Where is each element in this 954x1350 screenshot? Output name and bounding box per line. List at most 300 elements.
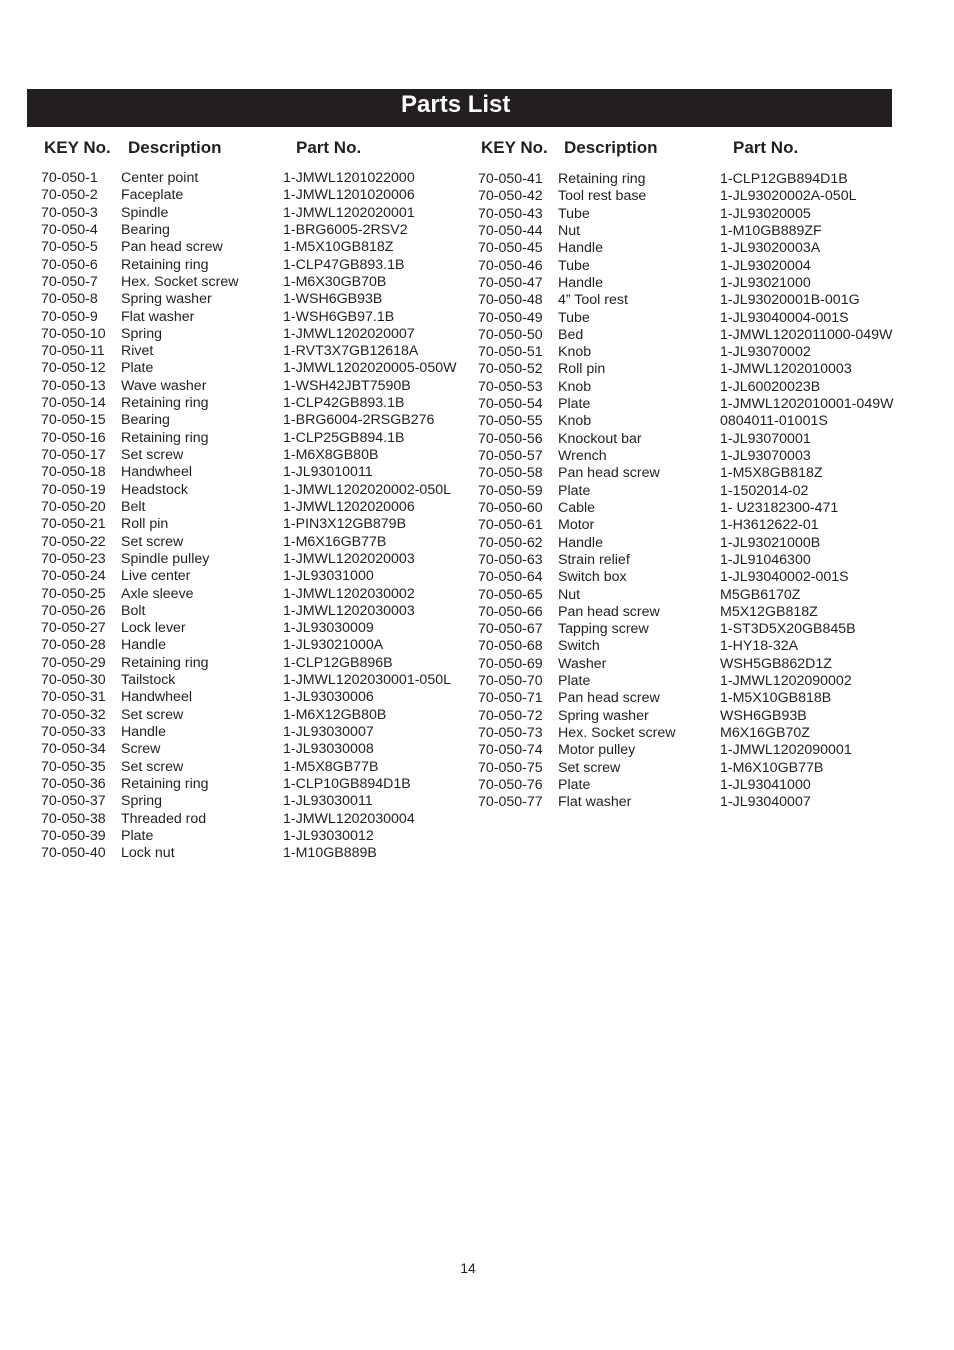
- part-description: Handle: [558, 240, 603, 257]
- part-description: Bearing: [121, 412, 170, 429]
- part-description: Screw: [121, 741, 161, 758]
- key-number: 70-050-27: [41, 620, 106, 637]
- header-part-right: Part No.: [733, 138, 799, 157]
- table-row: [41, 430, 481, 447]
- key-number: 70-050-25: [41, 585, 106, 602]
- part-number: 1-BRG6005-2RSV2: [283, 221, 408, 238]
- table-row: [41, 482, 481, 499]
- part-number: M6X16GB70Z: [720, 725, 810, 741]
- table-row: [478, 327, 918, 344]
- part-description: Washer: [558, 655, 607, 672]
- header-key-left: KEY No.: [44, 138, 111, 157]
- table-row: [41, 811, 481, 828]
- key-number: 70-050-19: [41, 481, 106, 498]
- key-number: 70-050-10: [41, 325, 106, 342]
- part-number: 1-JMWL1202020006: [283, 498, 415, 515]
- table-row: [478, 656, 918, 673]
- table-row: [41, 776, 481, 793]
- table-row: [478, 310, 918, 327]
- part-description: Pan head screw: [558, 465, 660, 482]
- part-description: Knob: [558, 378, 592, 395]
- key-number: 70-050-55: [478, 413, 543, 430]
- part-number: 1-JL93021000A: [283, 637, 384, 654]
- part-number: 1-ST3D5X20GB845B: [720, 621, 856, 638]
- key-number: 70-050-14: [41, 395, 106, 412]
- table-row: [41, 274, 481, 291]
- part-description: Handle: [558, 534, 603, 551]
- key-number: 70-050-22: [41, 533, 106, 550]
- part-number: 1-WSH6GB93B: [283, 291, 383, 308]
- key-number: 70-050-36: [41, 775, 106, 792]
- part-description: Tool rest base: [558, 188, 647, 205]
- part-number: 1-JL93030008: [283, 741, 374, 758]
- part-number: 1-1502014-02: [720, 482, 809, 499]
- part-description: Tube: [558, 205, 590, 222]
- table-row: [41, 291, 481, 308]
- key-number: 70-050-32: [41, 706, 106, 723]
- part-description: Strain relief: [558, 551, 630, 568]
- part-number: 1-CLP10GB894D1B: [283, 775, 411, 792]
- key-number: 70-050-21: [41, 516, 106, 533]
- part-number: 1-JMWL1202020001: [283, 204, 415, 221]
- part-number: 1-JMWL1202011000-049W: [720, 326, 893, 343]
- key-number: 70-050-49: [478, 309, 543, 326]
- key-number: 70-050-23: [41, 550, 106, 567]
- part-number: 1-JL93030006: [283, 689, 374, 706]
- part-description: Set screw: [121, 758, 184, 775]
- part-number: 1-JL93040004-001S: [720, 309, 849, 326]
- part-description: Lock nut: [121, 845, 175, 862]
- table-row: [478, 396, 918, 413]
- part-description: Knockout bar: [558, 430, 642, 447]
- table-row: [478, 413, 918, 430]
- part-description: Retaining ring: [121, 654, 209, 671]
- part-description: Spindle pulley: [121, 550, 210, 567]
- table-row: [41, 793, 481, 810]
- part-description: Hex. Socket screw: [121, 273, 239, 290]
- part-number: 1-M5X10GB818Z: [283, 239, 394, 256]
- table-row: [478, 690, 918, 707]
- part-number: 1-CLP12GB894D1B: [720, 171, 848, 187]
- table-row: [478, 188, 918, 205]
- key-number: 70-050-8: [41, 291, 98, 308]
- part-description: Spring: [121, 325, 163, 342]
- part-description: Pan head screw: [121, 239, 223, 256]
- table-row: [478, 708, 918, 725]
- table-row: [41, 499, 481, 516]
- part-number: 1-JMWL1202010001-049W: [720, 396, 894, 413]
- part-description: Set screw: [121, 706, 184, 723]
- key-number: 70-050-33: [41, 724, 106, 740]
- key-number: 70-050-54: [478, 396, 543, 413]
- part-number: 1-JL93010011: [283, 464, 373, 481]
- part-description: Spindle: [121, 204, 169, 221]
- part-number: 1-M10GB889ZF: [720, 222, 822, 239]
- part-description: Motor pulley: [558, 742, 636, 759]
- part-number: 1-JMWL1202030003: [283, 602, 415, 619]
- part-description: Faceplate: [121, 187, 184, 204]
- key-number: 70-050-69: [478, 655, 543, 672]
- part-number: 1-JL93040007: [720, 794, 811, 811]
- part-description: Spring washer: [121, 291, 212, 308]
- key-number: 70-050-37: [41, 793, 106, 810]
- key-number: 70-050-3: [41, 204, 98, 221]
- part-number: M5GB6170Z: [720, 586, 801, 603]
- key-number: 70-050-41: [478, 171, 543, 187]
- part-description: Tube: [558, 309, 590, 326]
- part-number: 1-JMWL1202030001-050L: [283, 672, 451, 689]
- key-number: 70-050-30: [41, 672, 106, 689]
- parts-list-right: [478, 171, 918, 812]
- header-key-right: KEY No.: [481, 138, 548, 157]
- part-description: Knob: [558, 344, 592, 361]
- table-row: [41, 447, 481, 464]
- key-number: 70-050-75: [478, 759, 543, 776]
- table-row: [41, 741, 481, 758]
- key-number: 70-050-13: [41, 377, 106, 394]
- part-number: 1-CLP42GB893.1B: [283, 395, 405, 412]
- part-number: 1-M6X30GB70B: [283, 273, 387, 290]
- part-description: 4” Tool rest: [558, 292, 628, 309]
- part-description: Retaining ring: [121, 775, 209, 792]
- key-number: 70-050-52: [478, 361, 543, 378]
- key-number: 70-050-43: [478, 205, 543, 222]
- table-row: [41, 672, 481, 689]
- part-description: Rivet: [121, 343, 154, 360]
- part-number: M5X12GB818Z: [720, 603, 818, 620]
- part-number: 1-JL93031000: [283, 568, 374, 585]
- part-description: Set screw: [121, 447, 184, 463]
- part-number: 1-JL93070002: [720, 344, 811, 361]
- key-number: 70-050-24: [41, 568, 106, 585]
- table-row: [478, 361, 918, 378]
- table-row: [478, 223, 918, 240]
- header-description-right: Description: [564, 138, 658, 157]
- part-number: 1-CLP12GB896B: [283, 654, 393, 671]
- table-row: [41, 326, 481, 343]
- part-description: Belt: [121, 498, 146, 515]
- key-number: 70-050-28: [41, 637, 106, 654]
- key-number: 70-050-50: [478, 326, 543, 343]
- part-number: 1-JMWL1202020007: [283, 325, 415, 342]
- part-description: Tube: [558, 257, 590, 274]
- part-number: 1-JL93020005: [720, 205, 811, 222]
- part-number: 1-M6X10GB77B: [720, 759, 824, 776]
- part-description: Bed: [558, 326, 584, 343]
- part-number: 1-JL93020002A-050L: [720, 188, 857, 205]
- part-number: WSH5GB862D1Z: [720, 655, 832, 672]
- part-description: Center point: [121, 170, 199, 186]
- part-number: 1-JMWL1202090002: [720, 673, 852, 690]
- part-description: Knob: [558, 413, 592, 430]
- part-number: 1-HY18-32A: [720, 638, 799, 655]
- table-row: [478, 483, 918, 500]
- key-number: 70-050-56: [478, 430, 543, 447]
- key-number: 70-050-1: [41, 170, 98, 186]
- part-description: Handle: [121, 637, 166, 654]
- key-number: 70-050-59: [478, 482, 543, 499]
- table-row: [478, 206, 918, 223]
- part-description: Wrench: [558, 448, 607, 464]
- key-number: 70-050-61: [478, 517, 543, 534]
- key-number: 70-050-5: [41, 239, 98, 256]
- table-row: [478, 794, 918, 811]
- part-description: Roll pin: [558, 361, 606, 378]
- key-number: 70-050-35: [41, 758, 106, 775]
- table-row: [41, 551, 481, 568]
- part-description: Cable: [558, 499, 596, 516]
- part-description: Plate: [558, 482, 591, 499]
- key-number: 70-050-74: [478, 742, 543, 759]
- table-row: [41, 464, 481, 481]
- table-row: [478, 258, 918, 275]
- key-number: 70-050-40: [41, 845, 106, 862]
- part-number: 1-JMWL1202030002: [283, 585, 415, 602]
- table-row: [41, 239, 481, 256]
- part-description: Retaining ring: [121, 395, 209, 412]
- table-row: [478, 604, 918, 621]
- part-number: 1-JL93070001: [720, 430, 811, 447]
- table-row: [41, 586, 481, 603]
- part-description: Retaining ring: [558, 171, 646, 187]
- key-number: 70-050-62: [478, 534, 543, 551]
- part-description: Plate: [121, 360, 154, 377]
- table-row: [478, 760, 918, 777]
- table-row: [41, 655, 481, 672]
- key-number: 70-050-34: [41, 741, 106, 758]
- table-row: [41, 759, 481, 776]
- part-description: Plate: [121, 827, 154, 844]
- key-number: 70-050-29: [41, 654, 106, 671]
- part-number: 1-JL91046300: [720, 551, 811, 568]
- part-description: Roll pin: [121, 516, 169, 533]
- part-number: 1-M10GB889B: [283, 845, 377, 862]
- key-number: 70-050-17: [41, 447, 106, 463]
- part-number: 1-M6X12GB80B: [283, 706, 387, 723]
- part-number: 1-JMWL1202090001: [720, 742, 852, 759]
- table-row: [41, 568, 481, 585]
- key-number: 70-050-66: [478, 603, 543, 620]
- part-description: Headstock: [121, 481, 189, 498]
- part-number: 1-JMWL1202030004: [283, 810, 415, 827]
- key-number: 70-050-39: [41, 827, 106, 844]
- table-row: [478, 725, 918, 742]
- key-number: 70-050-70: [478, 673, 543, 690]
- key-number: 70-050-4: [41, 221, 98, 238]
- table-row: [478, 500, 918, 517]
- part-description: Switch: [558, 638, 600, 655]
- part-description: Set screw: [558, 759, 621, 776]
- part-description: Handle: [121, 724, 166, 740]
- table-row: [41, 378, 481, 395]
- part-description: Lock lever: [121, 620, 186, 637]
- key-number: 70-050-6: [41, 256, 98, 273]
- key-number: 70-050-48: [478, 292, 543, 309]
- table-row: [41, 828, 481, 845]
- title-banner: [27, 89, 892, 127]
- part-number: 1- U23182300-471: [720, 499, 839, 516]
- part-description: Nut: [558, 222, 581, 239]
- part-number: 1-JMWL1201022000: [283, 170, 415, 186]
- table-row: [41, 724, 481, 741]
- part-number: 1-JMWL1202020005-050W: [283, 360, 457, 377]
- table-row: [41, 257, 481, 274]
- key-number: 70-050-42: [478, 188, 543, 205]
- part-description: Spring washer: [558, 707, 649, 724]
- key-number: 70-050-57: [478, 448, 543, 464]
- part-description: Set screw: [121, 533, 184, 550]
- part-description: Switch box: [558, 569, 627, 586]
- key-number: 70-050-72: [478, 707, 543, 724]
- part-description: Retaining ring: [121, 429, 209, 446]
- table-row: [478, 379, 918, 396]
- parts-list-left: [41, 170, 481, 863]
- table-row: [41, 637, 481, 654]
- part-number: 1-JMWL1202010003: [720, 361, 852, 378]
- table-row: [41, 689, 481, 706]
- part-number: 1-PIN3X12GB879B: [283, 516, 407, 533]
- key-number: 70-050-31: [41, 689, 106, 706]
- part-number: 1-JMWL1202020003: [283, 550, 415, 567]
- part-description: Bearing: [121, 221, 170, 238]
- key-number: 70-050-58: [478, 465, 543, 482]
- part-number: 1-BRG6004-2RSGB276: [283, 412, 435, 429]
- part-number: 1-RVT3X7GB12618A: [283, 343, 419, 360]
- key-number: 70-050-46: [478, 257, 543, 274]
- table-row: [41, 222, 481, 239]
- part-number: 1-JL93040002-001S: [720, 569, 849, 586]
- table-row: [478, 292, 918, 309]
- part-description: Nut: [558, 586, 581, 603]
- table-row: [478, 344, 918, 361]
- part-number: 1-JL93030007: [283, 724, 374, 740]
- part-description: Axle sleeve: [121, 585, 194, 602]
- key-number: 70-050-9: [41, 308, 98, 325]
- part-number: 1-JL93021000: [720, 274, 811, 291]
- key-number: 70-050-71: [478, 690, 543, 707]
- part-description: Handwheel: [121, 689, 192, 706]
- part-number: 1-H3612622-01: [720, 517, 819, 534]
- part-description: Handle: [558, 274, 603, 291]
- part-number: 1-M6X16GB77B: [283, 533, 387, 550]
- part-number: 1-JMWL1201020006: [283, 187, 415, 204]
- part-description: Flat washer: [558, 794, 632, 811]
- key-number: 70-050-73: [478, 725, 543, 741]
- part-description: Bolt: [121, 602, 146, 619]
- part-number: 1-WSH6GB97.1B: [283, 308, 395, 325]
- part-number: 1-JL93030012: [283, 827, 374, 844]
- part-description: Flat washer: [121, 308, 195, 325]
- part-number: 0804011-01001S: [720, 413, 828, 430]
- part-number: 1-M6X8GB80B: [283, 447, 379, 463]
- table-row: [41, 205, 481, 222]
- table-row: [41, 360, 481, 377]
- part-description: Plate: [558, 396, 591, 413]
- part-number: 1-JMWL1202020002-050L: [283, 481, 451, 498]
- part-number: 1-JL93070003: [720, 448, 811, 464]
- key-number: 70-050-16: [41, 429, 106, 446]
- part-description: Plate: [558, 776, 591, 793]
- key-number: 70-050-18: [41, 464, 106, 481]
- page-title: Parts List: [401, 91, 511, 118]
- part-number: 1-CLP47GB893.1B: [283, 256, 405, 273]
- key-number: 70-050-67: [478, 621, 543, 638]
- key-number: 70-050-44: [478, 222, 543, 239]
- part-number: WSH6GB93B: [720, 707, 807, 724]
- key-number: 70-050-53: [478, 378, 543, 395]
- table-row: [41, 343, 481, 360]
- part-number: 1-JL93021000B: [720, 534, 821, 551]
- table-row: [478, 431, 918, 448]
- part-description: Plate: [558, 673, 591, 690]
- part-description: Pan head screw: [558, 603, 660, 620]
- part-number: 1-JL93030011: [283, 793, 373, 810]
- part-description: Pan head screw: [558, 690, 660, 707]
- part-number: 1-CLP25GB894.1B: [283, 429, 405, 446]
- part-description: Spring: [121, 793, 163, 810]
- key-number: 70-050-12: [41, 360, 106, 377]
- part-description: Motor: [558, 517, 595, 534]
- table-row: [41, 187, 481, 204]
- key-number: 70-050-38: [41, 810, 106, 827]
- part-description: Hex. Socket screw: [558, 725, 676, 741]
- table-row: [478, 587, 918, 604]
- header-part-left: Part No.: [296, 138, 362, 157]
- part-number: 1-JL93020003A: [720, 240, 821, 257]
- part-number: 1-M5X8GB818Z: [720, 465, 823, 482]
- table-row: [41, 845, 481, 862]
- key-number: 70-050-63: [478, 551, 543, 568]
- part-description: Tapping screw: [558, 621, 649, 638]
- key-number: 70-050-26: [41, 602, 106, 619]
- part-number: 1-M5X10GB818B: [720, 690, 832, 707]
- header-description-left: Description: [128, 138, 222, 157]
- key-number: 70-050-7: [41, 273, 98, 290]
- key-number: 70-050-2: [41, 187, 98, 204]
- page-number: 14: [460, 1260, 476, 1276]
- key-number: 70-050-47: [478, 274, 543, 291]
- table-row: [478, 742, 918, 759]
- table-row: [41, 620, 481, 637]
- table-row: [478, 465, 918, 482]
- table-row: [478, 535, 918, 552]
- part-number: 1-JL60020023B: [720, 378, 821, 395]
- key-number: 70-050-77: [478, 794, 543, 811]
- key-number: 70-050-45: [478, 240, 543, 257]
- table-row: [478, 569, 918, 586]
- part-description: Tailstock: [121, 672, 176, 689]
- table-row: [478, 517, 918, 534]
- table-row: [478, 448, 918, 465]
- table-row: [41, 309, 481, 326]
- part-number: 1-JL93020001B-001G: [720, 292, 860, 309]
- part-number: 1-M5X8GB77B: [283, 758, 379, 775]
- table-row: [41, 412, 481, 429]
- table-row: [478, 275, 918, 292]
- part-description: Handwheel: [121, 464, 192, 481]
- table-row: [41, 516, 481, 533]
- part-description: Live center: [121, 568, 191, 585]
- table-row: [41, 170, 481, 187]
- part-number: 1-JL93020004: [720, 257, 811, 274]
- key-number: 70-050-64: [478, 569, 543, 586]
- table-row: [41, 395, 481, 412]
- table-row: [41, 707, 481, 724]
- table-row: [478, 552, 918, 569]
- key-number: 70-050-76: [478, 776, 543, 793]
- table-row: [41, 534, 481, 551]
- part-description: Retaining ring: [121, 256, 209, 273]
